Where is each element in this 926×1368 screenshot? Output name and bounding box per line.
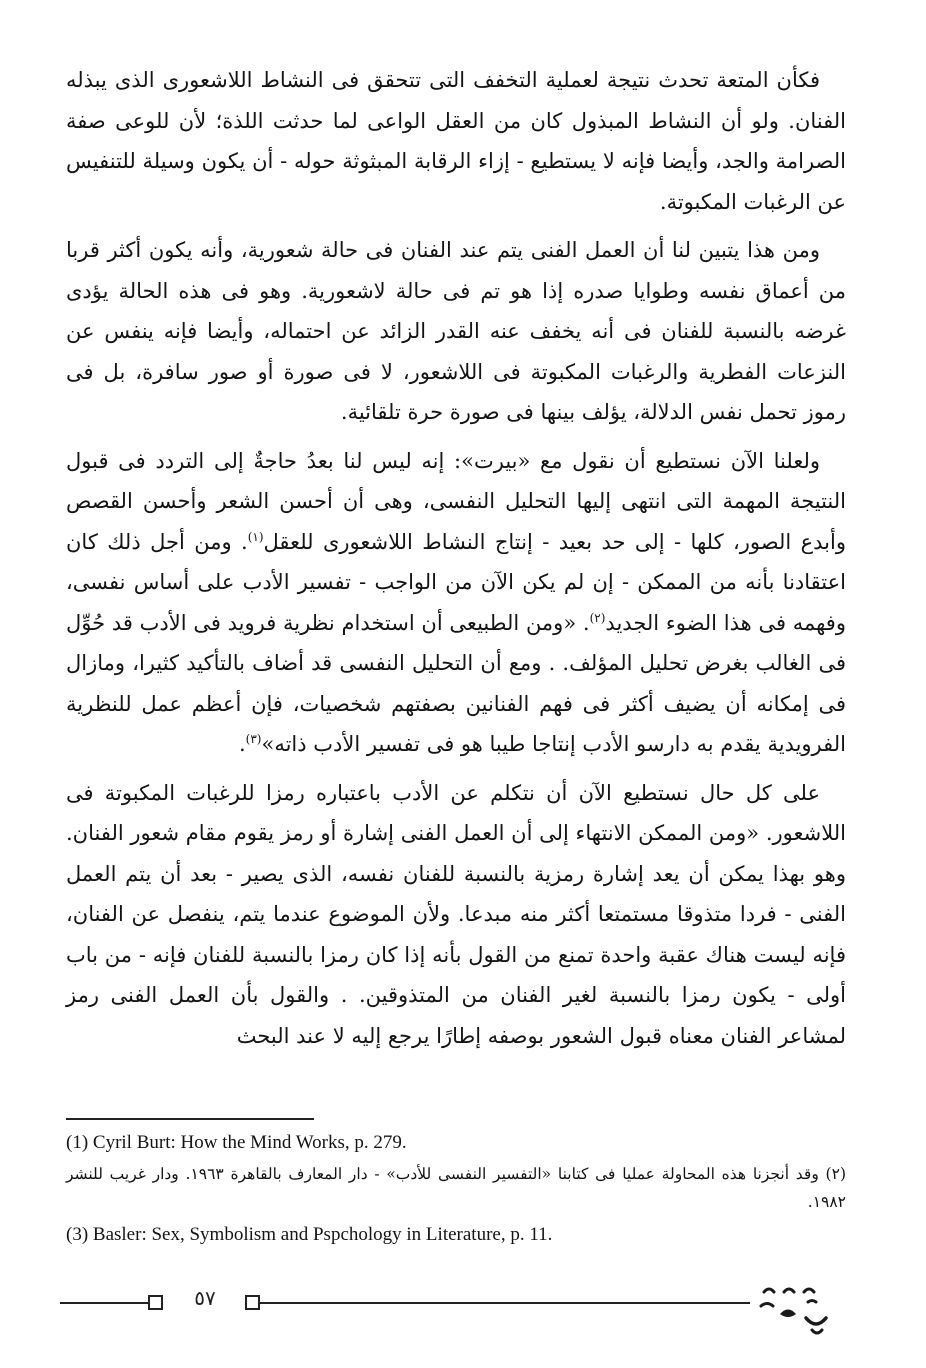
footnote-ref-2: (٢): [589, 610, 606, 625]
page-number: ٥٧: [194, 1286, 216, 1310]
footnote-ref-1: (١): [247, 529, 264, 544]
footer-square-right: [245, 1295, 260, 1310]
paragraph-3: [66, 441, 846, 765]
footnotes: [66, 1128, 846, 1250]
footnote-3: (3) Basler: Sex, Symbolism and Pspchology in Literature, p. 11.: [66, 1224, 553, 1245]
paragraph-3-text-b: . ومن أجل ذلك كان اعتقادنا بأنه من الممكن - إن لم يكن الآن من الواجب - تفسير الأدب على أساس نفسى، وفهمه فى هذا الضوء الجديد: [66, 529, 846, 635]
footnote-divider: [66, 1118, 314, 1120]
footer-rule-left: [60, 1302, 148, 1304]
paragraph-3-text-c: . «ومن الطبيعى أن استخدام نظرية فرويد فى الأدب قد حُوِّل فى الغالب بغرض تحليل المؤلف. . ومع أن التحليل النفسى قد أضاف بالتأكيد كثيرا، ومازال فى إمكانه أن يضيف أكثر فى فهم الفنانين بصفتهم شخصيات، فإن أعظم عمل للنظرية الفرويدية يقدم به دارسو الأدب إنتاجا طيبا هو فى تفسير الأدب ذاته»: [66, 610, 846, 756]
ornament-icon: [758, 1284, 838, 1340]
paragraph-3-text-a: ولعلنا الآن نستطيع أن نقول مع «بيرت»: إنه ليس لنا بعدُ حاجةٌ إلى التردد فى قبول النتيجة المهمة التى انتهى إليها التحليل النفسى، وهى أن أحسن الشعر وأحسن القصص وأبدع الصور، كلها - إلى حد بعيد - إنتاج النشاط اللاشعورى للعقل: [66, 448, 846, 554]
footer-square-left: [148, 1295, 163, 1310]
page-footer: [60, 1286, 860, 1340]
paragraph-2: ومن هذا يتبين لنا أن العمل الفنى يتم عند الفنان فى حالة شعورية، وأنه يكون أكثر قربا من أعماق نفسه وطوايا صدره إذا هو تم فى حالة لاشعورية. وهو فى هذه الحالة يؤدى غرضه بالنسبة للفنان فى أنه يخفف عنه القدر الزائد عن احتماله، وأيضا فإنه ينفس عن النزعات الفطرية والرغبات المكبوتة فى اللاشعور، لا فى صورة أو صور سافرة، بل فى رموز تحمل نفس الدلالة، يؤلف بينها فى صورة حرة تلقائية.: [66, 238, 846, 424]
paragraph-1: فكأن المتعة تحدث نتيجة لعملية التخفف التى تتحقق فى النشاط اللاشعورى الذى يبذله الفنان. ولو أن النشاط المبذول كان من العقل الواعى لما حدثت اللذة؛ لأن للوعى صفة الصرامة والجد، وأيضا فإنه لا يستطيع - إزاء الرقابة المبثوثة حوله - أن يكون وسيلة للتنفيس عن الرغبات المكبوتة.: [66, 68, 846, 214]
footnote-2: (٢) وقد أنجزنا هذه المحاولة عمليا فى كتابنا «التفسير النفسى للأدب» - دار المعارف بالقاهرة ١٩٦٣. ودار غريب للنشر ١٩٨٢.: [66, 1165, 846, 1211]
footnote-ref-3: (٣): [245, 732, 262, 746]
footnote-1: (1) Cyril Burt: How the Mind Works, p. 279.: [66, 1132, 407, 1153]
footer-rule-right: [260, 1302, 750, 1304]
paragraph-4: على كل حال نستطيع الآن أن نتكلم عن الأدب باعتباره رمزا للرغبات المكبوتة فى اللاشعور. «ومن الممكن الانتهاء إلى أن العمل الفنى إشارة أو رمز يقوم مقام شعور الفنان. وهو بهذا يمكن أن يعد إشارة رمزية بالنسبة للفنان نفسه، الذى يصير - بعد أن يتم العمل الفنى - فردا متذوقا مستمتعا أكثر منه مبدعا. ولأن الموضوع عندما يتم، ينفصل عن الفنان، فإنه ليست هناك عقبة واحدة تمنع من القول بأنه إذا كان رمزا بالنسبة للفنان فإنه - من باب أولى - يكون رمزا بالنسبة لغير الفنان من المتذوقين. . والقول بأن العمل الفنى رمز لمشاعر الفنان معناه قبول الشعور بوصفه إطارًا يرجع إليه لا عند البحث: [66, 780, 846, 1048]
paragraph-3-text-d: .: [238, 732, 246, 756]
page-body: [66, 60, 846, 1064]
